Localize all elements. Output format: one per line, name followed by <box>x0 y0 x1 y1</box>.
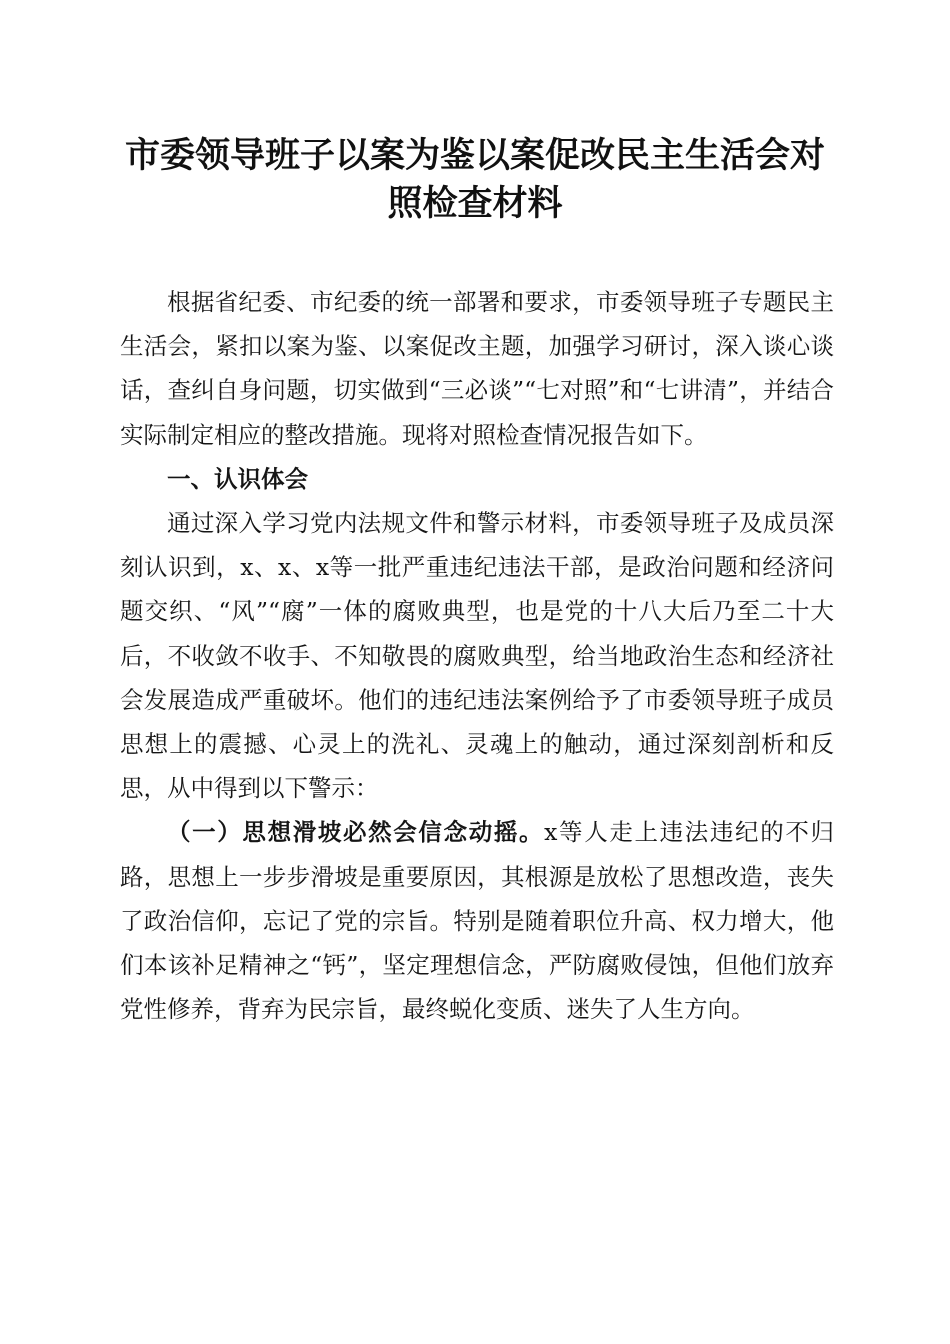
document-title <box>110 132 840 228</box>
document-title-line-1: 市委领导班子以案为鉴以案促改民主生活会对 <box>124 135 825 176</box>
document-body <box>120 280 834 1031</box>
point-1-lead: （一）思想滑坡必然会信念动摇。 <box>167 818 545 847</box>
document-title-line-2: 照检查材料 <box>387 183 563 224</box>
intro-paragraph: 根据省纪委、市纪委的统一部署和要求，市委领导班子专题民主生活会，紧扣以案为鉴、以案促改主题，加强学习研讨，深入谈心谈话，查纠自身问题，切实做到“三必谈”“七对照”和“七讲清”，并结合实际制定相应的整改措施。现将对照检查情况报告如下。 <box>120 288 834 449</box>
point-1-paragraph <box>120 810 834 1031</box>
point-1-text: x等人走上违法违纪的不归路，思想上一步步滑坡是重要原因，其根源是放松了思想改造，丧失了政治信仰，忘记了党的宗旨。特别是随着职位升高、权力增大，他们本该补足精神之“钙”，坚定理想信念，严防腐败侵蚀，但他们放弃党性修养，背弃为民宗旨，最终蜕化变质、迷失了人生方向。 <box>120 818 834 1024</box>
section-heading-1: 一、认识体会 <box>167 464 308 493</box>
section-1-paragraph: 通过深入学习党内法规文件和警示材料，市委领导班子及成员深刻认识到，x、x、x等一批严重违纪违法干部，是政治问题和经济问题交织、“风”“腐”一体的腐败典型，也是党的十八大后乃至二十大后，不收敛不收手、不知敬畏的腐败典型，给当地政治生态和经济社会发展造成严重破坏。他们的违纪违法案例给予了市委领导班子成员思想上的震撼、心灵上的洗礼、灵魂上的触动，通过深刻剖析和反思，从中得到以下警示： <box>120 509 834 803</box>
